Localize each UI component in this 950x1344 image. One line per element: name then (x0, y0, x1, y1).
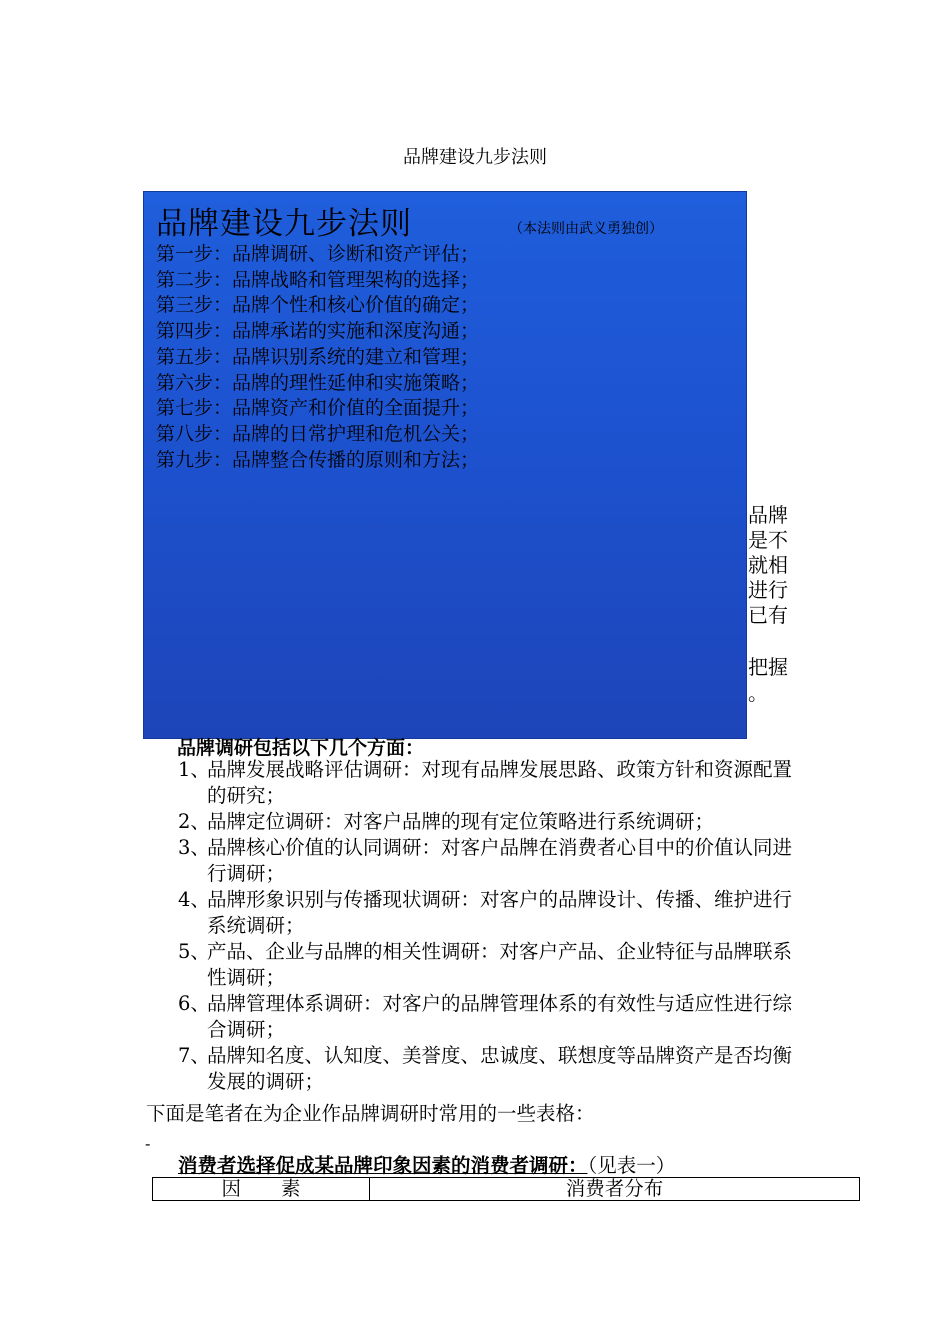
list-item (178, 939, 808, 991)
step-item: 第八步：品牌的日常护理和危机公关； (156, 422, 480, 445)
intro-paragraph: 下面是笔者在为企业作品牌调研时常用的一些表格： (146, 1102, 595, 1125)
step-item: 第七步：品牌资产和价值的全面提升； (156, 397, 480, 420)
embedded-slide (143, 191, 747, 739)
table-header-row (153, 1178, 860, 1201)
list-item (178, 1043, 808, 1095)
slide-title: 品牌建设九步法则 (156, 206, 412, 242)
item-number: 5、 (178, 940, 210, 963)
partial-text-fragment: 品牌 (748, 503, 788, 527)
step-item: 第四步：品牌承诺的实施和深度沟通； (156, 320, 480, 343)
item-number: 6、 (178, 992, 210, 1015)
item-number: 4、 (178, 888, 210, 911)
step-item: 第六步：品牌的理性延伸和实施策略； (156, 371, 480, 394)
item-number: 2、 (178, 810, 210, 833)
step-item: 第五步：品牌识别系统的建立和管理； (156, 345, 480, 368)
item-number: 3、 (178, 836, 210, 859)
partial-text-fragment: 。 (748, 681, 768, 705)
step-item: 第一步：品牌调研、诊断和资产评估； (156, 243, 480, 265)
list-item (178, 757, 808, 809)
item-text: 品牌管理体系调研：对客户的品牌管理体系的有效性与适应性进行综合调研； (207, 992, 793, 1041)
dash-mark: - (145, 1134, 151, 1153)
list-item (178, 887, 808, 939)
list-item (178, 991, 808, 1043)
partial-text-fragment: 进行 (748, 578, 788, 602)
item-text: 品牌形象识别与传播现状调研：对客户的品牌设计、传播、维护进行系统调研； (207, 888, 793, 937)
table-header-cell: 因素 (153, 1178, 370, 1201)
item-text: 品牌核心价值的认同调研：对客户品牌在消费者心目中的价值认同进行调研； (207, 836, 793, 885)
table-caption-ref: （见表一） (587, 1154, 676, 1177)
item-text: 品牌定位调研：对客户品牌的现有定位策略进行系统调研； (207, 810, 715, 833)
step-item: 第三步：品牌个性和核心价值的确定； (156, 294, 480, 317)
item-text: 品牌发展战略评估调研：对现有品牌发展思路、政策方针和资源配置的研究； (207, 758, 793, 807)
slide-author-note: （本法则由武义勇独创） (509, 221, 663, 237)
partial-text-fragment: 已有 (748, 603, 788, 627)
list-item (178, 835, 808, 887)
table-header-cell: 消费者分布 (370, 1178, 860, 1201)
section-heading: 品牌调研包括以下几个方面： (177, 737, 425, 759)
factors-table (152, 1177, 860, 1201)
steps-list (156, 242, 479, 473)
list-item (178, 809, 808, 835)
step-item: 第九步：品牌整合传播的原则和方法； (156, 448, 480, 471)
document-title: 品牌建设九步法则 (403, 147, 547, 168)
research-items-list (178, 757, 808, 1095)
item-text: 产品、企业与品牌的相关性调研：对客户产品、企业特征与品牌联系性调研； (207, 940, 793, 989)
item-number: 7、 (178, 1044, 210, 1067)
item-number: 1、 (178, 758, 210, 781)
step-item: 第二步：品牌战略和管理架构的选择； (156, 268, 480, 291)
partial-text-fragment: 是不 (748, 528, 788, 552)
table-caption-title: 消费者选择促成某品牌印象因素的消费者调研： (178, 1154, 588, 1177)
table-caption (178, 1150, 675, 1178)
item-text: 品牌知名度、认知度、美誉度、忠诚度、联想度等品牌资产是否均衡发展的调研； (207, 1044, 793, 1093)
partial-text-fragment: 就相 (748, 553, 788, 577)
partial-text-fragment: 把握 (748, 655, 788, 679)
